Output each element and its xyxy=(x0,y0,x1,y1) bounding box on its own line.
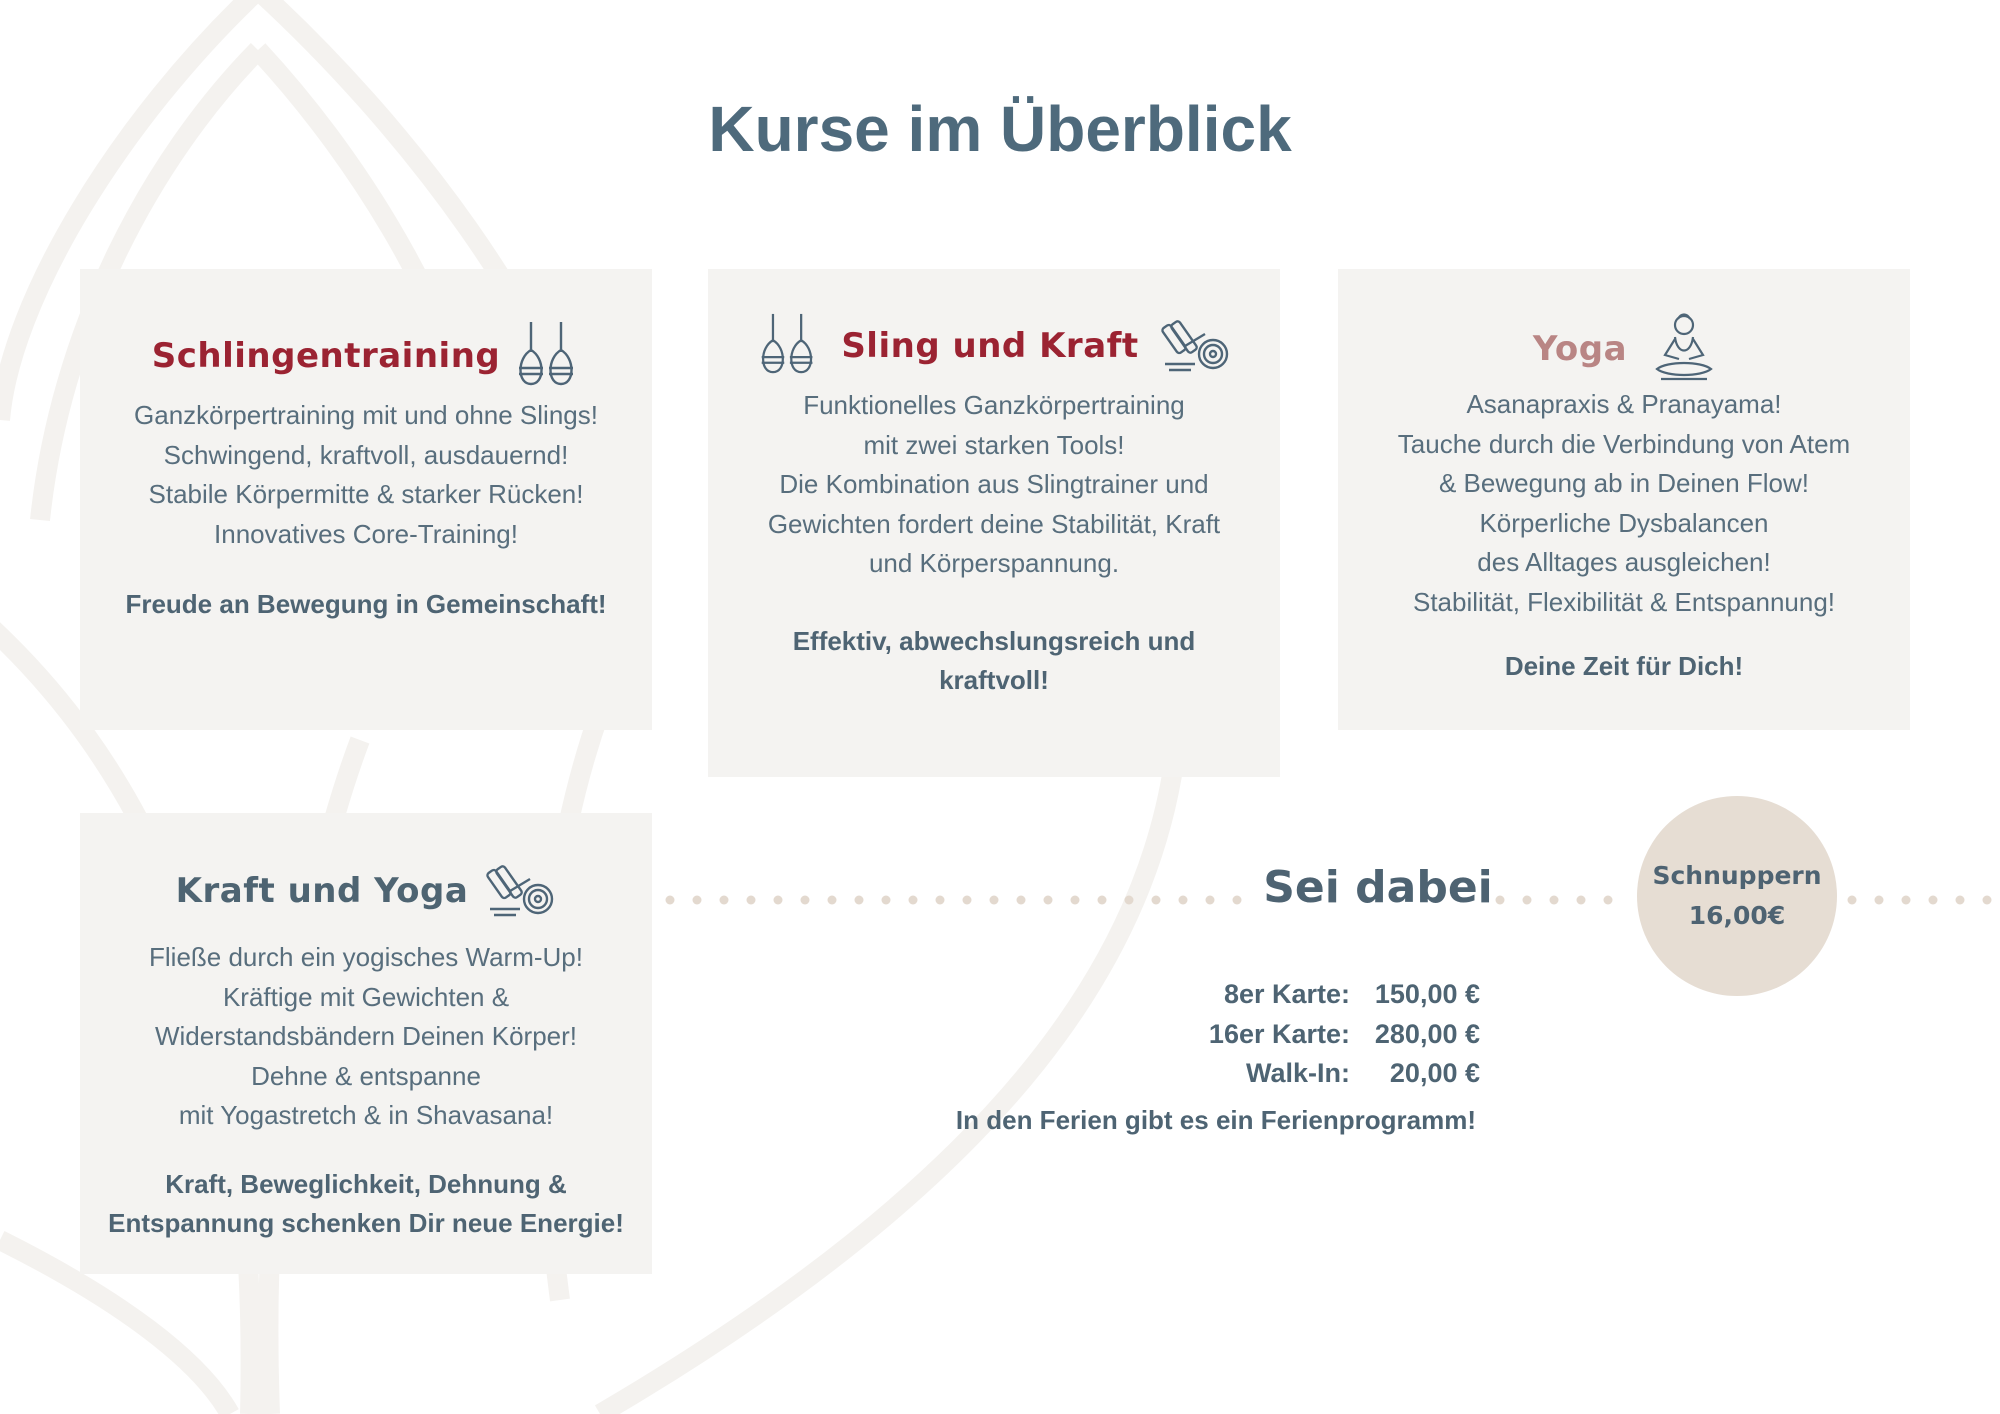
card-line: Funktionelles Ganzkörpertraining xyxy=(803,390,1185,420)
course-card-sling-und-kraft xyxy=(708,269,1280,777)
course-card-kraft-und-yoga xyxy=(80,813,652,1274)
card-tagline-line: Effektiv, abwechslungsreich und xyxy=(792,625,1196,656)
card-line: des Alltages ausgleichen! xyxy=(1477,547,1771,577)
card-title: Sling und Kraft xyxy=(841,326,1139,366)
card-line: Die Kombination aus Slingtrainer und xyxy=(779,469,1209,499)
trial-price-badge xyxy=(1637,796,1837,996)
card-line: Dehne & entspanne xyxy=(251,1060,481,1091)
card-line: Stabilität, Flexibilität & Entspannung! xyxy=(1412,586,1836,617)
card-line: Schwingend, kraftvoll, ausdauernd! xyxy=(163,439,569,470)
sling-icon xyxy=(757,310,819,383)
card-line: Innovatives Core-Training! xyxy=(214,518,518,549)
card-line: Asanapraxis & Pranayama! xyxy=(1466,389,1782,419)
card-tagline xyxy=(708,622,1280,700)
card-title: Kraft und Yoga xyxy=(175,871,469,911)
card-tagline-line: Kraft, Beweglichkeit, Dehnung & xyxy=(165,1168,567,1199)
meditation-icon xyxy=(1653,311,1715,388)
badge-price: 16,00€ xyxy=(1688,901,1786,930)
card-line: Widerstandsbändern Deinen Körper! xyxy=(154,1021,578,1051)
card-line: Gewichten fordert deine Stabilität, Kraft xyxy=(767,508,1221,539)
dumbbell-icon xyxy=(1161,314,1231,379)
course-card-yoga xyxy=(1338,269,1910,730)
sling-icon xyxy=(514,320,580,393)
card-line: Fließe durch ein yogisches Warm-Up! xyxy=(149,942,583,972)
card-title: Schlingentraining xyxy=(151,336,501,376)
card-line: Tauche durch die Verbindung von Atem xyxy=(1397,428,1851,459)
join-title: Sei dabei xyxy=(1263,862,1493,913)
card-title: Yoga xyxy=(1532,329,1628,369)
price-value: 20,00 € xyxy=(1389,1058,1480,1089)
dumbbell-icon xyxy=(486,859,556,924)
price-label: Walk-In: xyxy=(1246,1058,1350,1089)
price-row xyxy=(1000,1054,1480,1094)
card-line: & Bewegung ab in Deinen Flow! xyxy=(1438,468,1809,498)
card-line: Kräftige mit Gewichten & xyxy=(222,981,510,1012)
price-value: 280,00 € xyxy=(1374,1018,1480,1049)
card-tagline-line: kraftvoll! xyxy=(939,664,1049,695)
course-card-schlingentraining xyxy=(80,269,652,730)
card-tagline xyxy=(80,1165,652,1243)
card-line: Stabile Körpermitte & starker Rücken! xyxy=(148,479,584,509)
page-title: Kurse im Überblick xyxy=(708,93,1292,165)
price-row xyxy=(1000,975,1480,1015)
card-line: und Körperspannung. xyxy=(868,548,1120,578)
card-line: Körperliche Dysbalancen xyxy=(1479,507,1769,538)
card-tagline: Deine Zeit für Dich! xyxy=(1504,651,1744,681)
price-list xyxy=(1000,975,1480,1094)
card-tagline-line: Entspannung schenken Dir neue Energie! xyxy=(108,1207,624,1238)
price-value: 150,00 € xyxy=(1374,979,1480,1010)
price-label: 16er Karte: xyxy=(1208,1018,1350,1049)
card-line: mit Yogastretch & in Shavasana! xyxy=(178,1100,554,1130)
price-row xyxy=(1000,1015,1480,1055)
card-line: mit zwei starken Tools! xyxy=(863,429,1125,460)
holiday-note: In den Ferien gibt es ein Ferienprogramm! xyxy=(955,1105,1476,1135)
price-label: 8er Karte: xyxy=(1223,979,1350,1010)
badge-label: Schnuppern xyxy=(1652,861,1822,890)
card-line: Ganzkörpertraining mit und ohne Slings! xyxy=(134,400,598,430)
card-tagline: Freude an Bewegung in Gemeinschaft! xyxy=(125,589,607,619)
